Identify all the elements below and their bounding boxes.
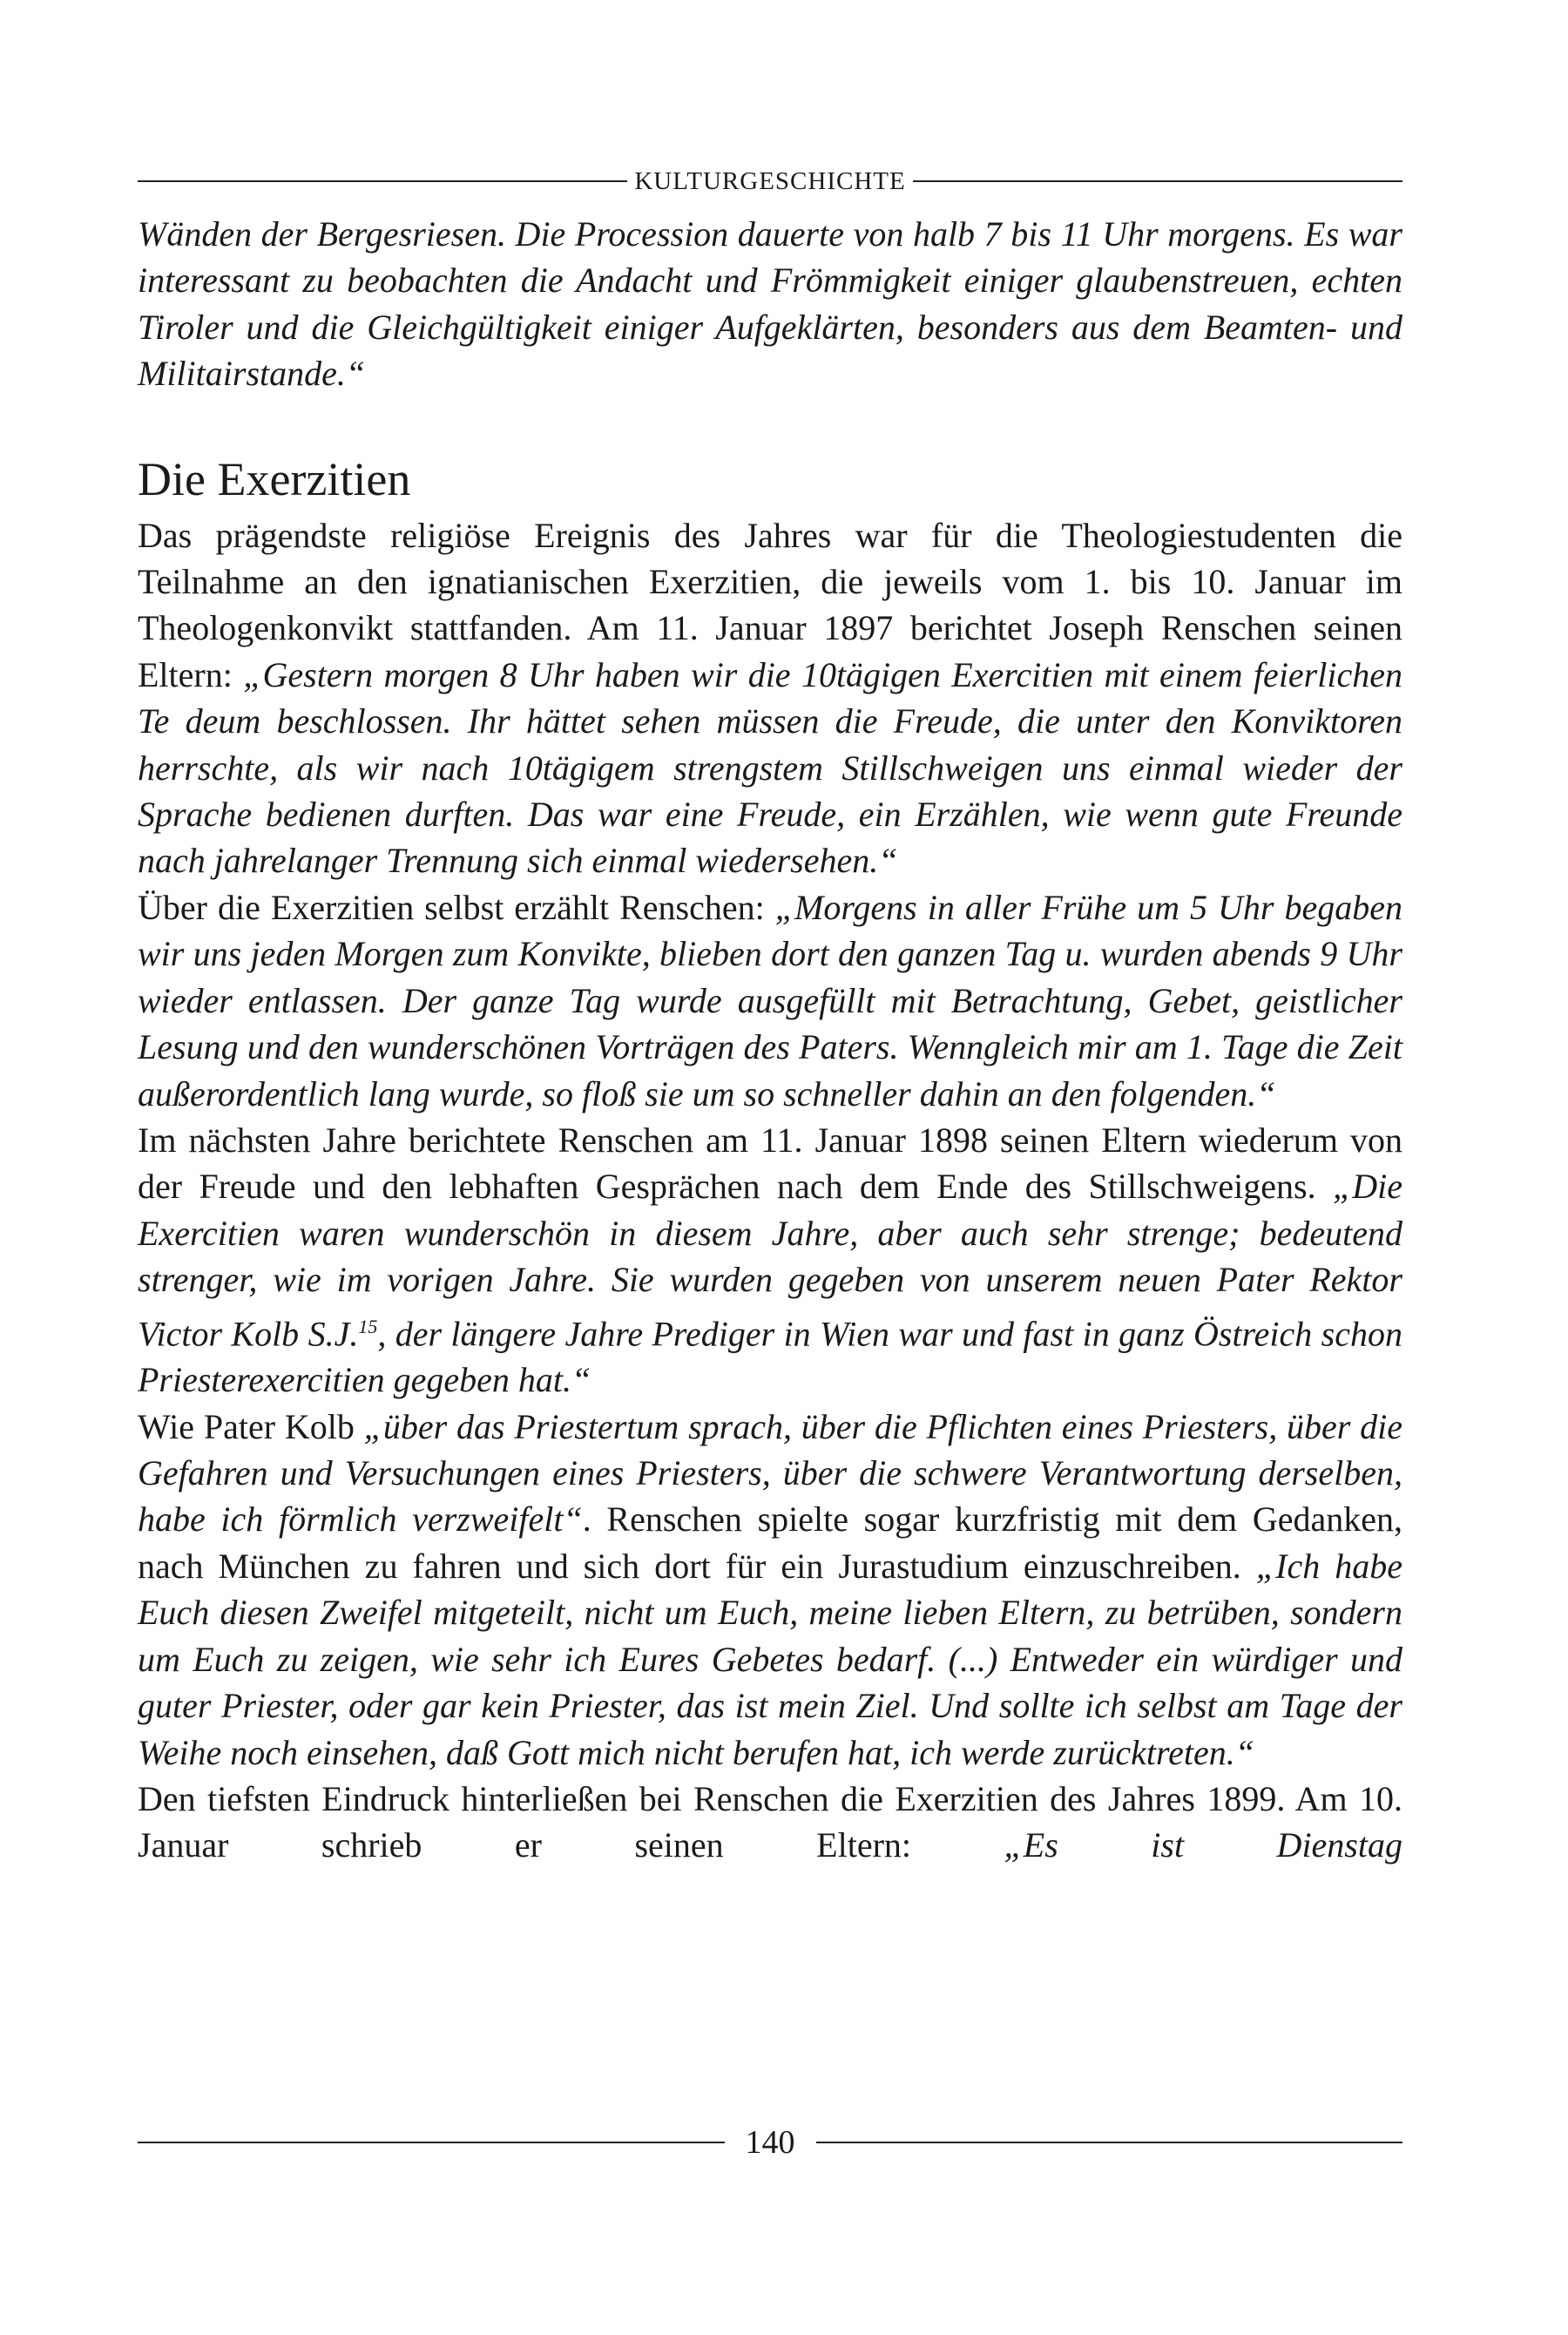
- quote-text: „Gestern morgen 8 Uhr haben wir die 10tägigen Exercitien mit einem feierlichen Te deum beschlossen. Ihr hättet sehen müssen die Freude, die unter den Konviktoren herrschte, als wir nach 10tägigem strengstem Stillschweigen uns einmal wieder der Sprache bedienen durften. Das war eine Freude, ein Erzählen, wie wenn gute Freunde nach jahrelanger Trennung sich einmal wiedersehen.“: [138, 654, 1402, 881]
- quote-text: „über das Priestertum sprach, über die Pflichten eines Priesters, über die Gefahren und Versuchungen eines Priesters, über die schwere Verantwortung derselben, habe ich förmlich verzweifelt“: [138, 1406, 1402, 1540]
- quote-text: „Ich habe Euch diesen Zweifel mitgeteilt, nicht um Euch, meine lieben Eltern, zu betrüben, sondern um Euch zu zeigen, wie sehr ich Eures Gebetes bedarf. (...) Entweder ein würdiger und guter Priester, oder gar kein Priester, das ist mein Ziel. Und sollte ich selbst am Tage der Weihe noch einsehen, daß Gott mich nicht berufen hat, ich werde zurücktreten.“: [138, 1546, 1403, 1772]
- quote-text: „Es ist Dienstag: [1004, 1825, 1402, 1865]
- footer-rule-left: [138, 2142, 725, 2143]
- paragraph: [138, 1776, 1402, 1869]
- paragraph-text: Den tiefsten Eindruck hinterließen bei Renschen die Exerzitien des Jahres 1899. Am 10. Januar schrieb er seinen Eltern:: [138, 1778, 1402, 1865]
- footnote-marker: 15: [358, 1315, 378, 1337]
- page-number: 140: [745, 2124, 795, 2161]
- section-heading: Die Exerzitien: [138, 452, 411, 505]
- paragraph: [138, 884, 1402, 1117]
- header-rule-right: [913, 180, 1402, 182]
- quote-text: Wänden der Bergesriesen. Die Procession dauerte von halb 7 bis 11 Uhr morgens. Es war interessant zu beobachten die Andacht und Frömmigkeit einiger glaubenstreuen, echten Tiroler und die Gleichgültigkeit einiger Aufgeklärten, besonders aus dem Beamten- und Militairstande.“: [138, 214, 1402, 394]
- quote-text: , der längere Jahre Prediger in Wien war und fast in ganz Östreich schon Priesterexercitien gegeben hat.“: [138, 1313, 1403, 1400]
- paragraph-text: Über die Exerzitien selbst erzählt Renschen:: [138, 887, 775, 927]
- paragraph-text: . Renschen spielte sogar kurzfristig mit dem Gedanken, nach München zu fahren und sich dort für ein Jurastudium einzuschreiben.: [138, 1499, 1402, 1586]
- header-rule-left: [138, 180, 627, 182]
- paragraph-text: Das prägendste religiöse Ereignis des Jahres war für die Theologiestudenten die Teilnahme an den ignatianischen Exerzitien, die jeweils vom 1. bis 10. Januar im Theologenkonvikt stattfanden. Am 11. Januar 1897 berichtet Joseph Renschen seinen Eltern:: [138, 515, 1402, 694]
- paragraph-continuation: [138, 211, 1402, 397]
- page-body: [138, 211, 1402, 1869]
- header-label: KULTURGESCHICHTE: [634, 166, 906, 195]
- paragraph: [138, 1117, 1402, 1404]
- footer-rule-right: [816, 2142, 1403, 2143]
- paragraph: [138, 1404, 1402, 1776]
- quote-text: „Morgens in aller Frühe um 5 Uhr begaben wir uns jeden Morgen zum Konvikte, blieben dort den ganzen Tag u. wurden abends 9 Uhr wieder entlassen. Der ganze Tag wurde ausgefüllt mit Betrachtung, Gebet, geistlicher Lesung und den wunderschönen Vorträgen des Paters. Wenngleich mir am 1. Tage die Zeit außerordentlich lang wurde, so floß sie um so schneller dahin an den folgenden.“: [138, 887, 1402, 1113]
- paragraph-text: Wie Pater Kolb: [138, 1406, 364, 1446]
- page-footer: [138, 2119, 1402, 2166]
- paragraph: [138, 512, 1402, 884]
- quote-text: „Die Exercitien waren wunderschön in diesem Jahre, aber auch sehr strenge; bedeutend strenger, wie im vorigen Jahre. Sie wurden gegeben von unserem neuen Pater Rektor Victor Kolb S.J.: [138, 1167, 1402, 1353]
- running-header: [138, 159, 1402, 203]
- paragraph-text: Im nächsten Jahre berichtete Renschen am 11. Januar 1898 seinen Eltern wiederum von der Freude und den lebhaften Gesprächen nach dem Ende des Stillschweigens.: [138, 1120, 1402, 1207]
